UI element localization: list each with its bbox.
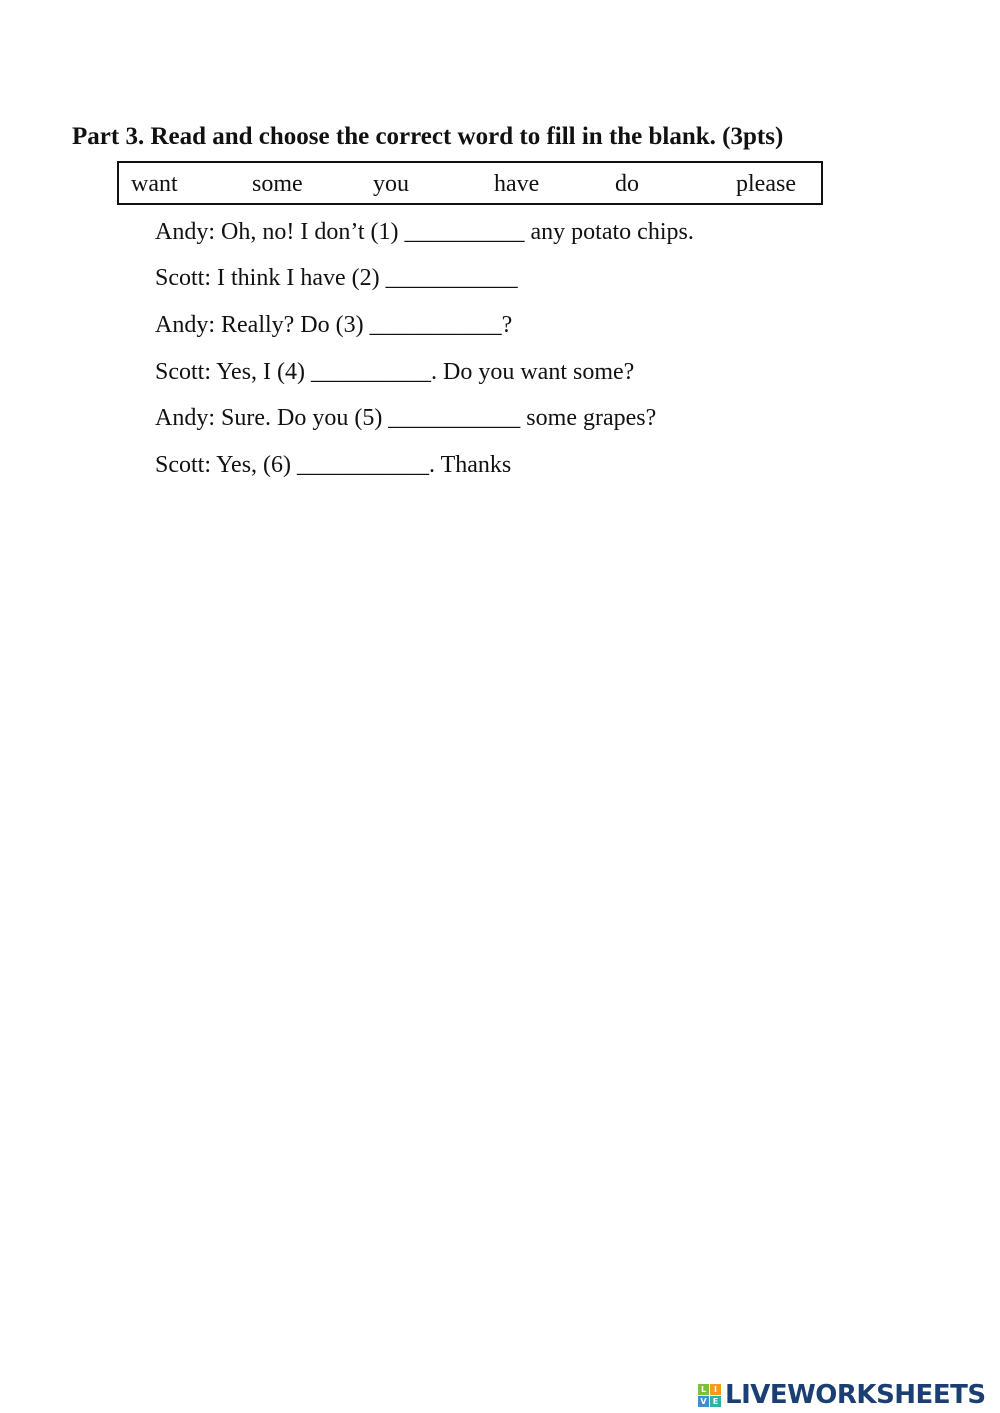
- word-bank-item: have: [494, 171, 540, 197]
- dialogue-line: Scott: I think I have (2) ___________: [155, 265, 518, 291]
- liveworksheets-logo: [698, 1380, 986, 1410]
- word-bank: [117, 161, 823, 205]
- word-bank-item: please: [736, 171, 796, 197]
- dialogue-line: Andy: Sure. Do you (5) ___________ some grapes?: [155, 405, 657, 431]
- word-bank-item: want: [131, 171, 178, 197]
- exercise-title: Part 3. Read and choose the correct word to fill in the blank. (3pts): [72, 123, 784, 150]
- logo-text: LIVEWORKSHEETS: [725, 1380, 986, 1410]
- dialogue-line: Scott: Yes, (6) ___________. Thanks: [155, 452, 512, 478]
- word-bank-item: some: [252, 171, 303, 197]
- word-bank-item: you: [373, 171, 409, 197]
- dialogue-line: Andy: Oh, no! I don’t (1) __________ any potato chips.: [155, 219, 694, 245]
- dialogue-line: Andy: Really? Do (3) ___________?: [155, 312, 513, 338]
- liveworksheets-logo-icon: L I V E: [698, 1384, 721, 1407]
- dialogue-line: Scott: Yes, I (4) __________. Do you want some?: [155, 359, 635, 385]
- word-bank-item: do: [615, 171, 639, 197]
